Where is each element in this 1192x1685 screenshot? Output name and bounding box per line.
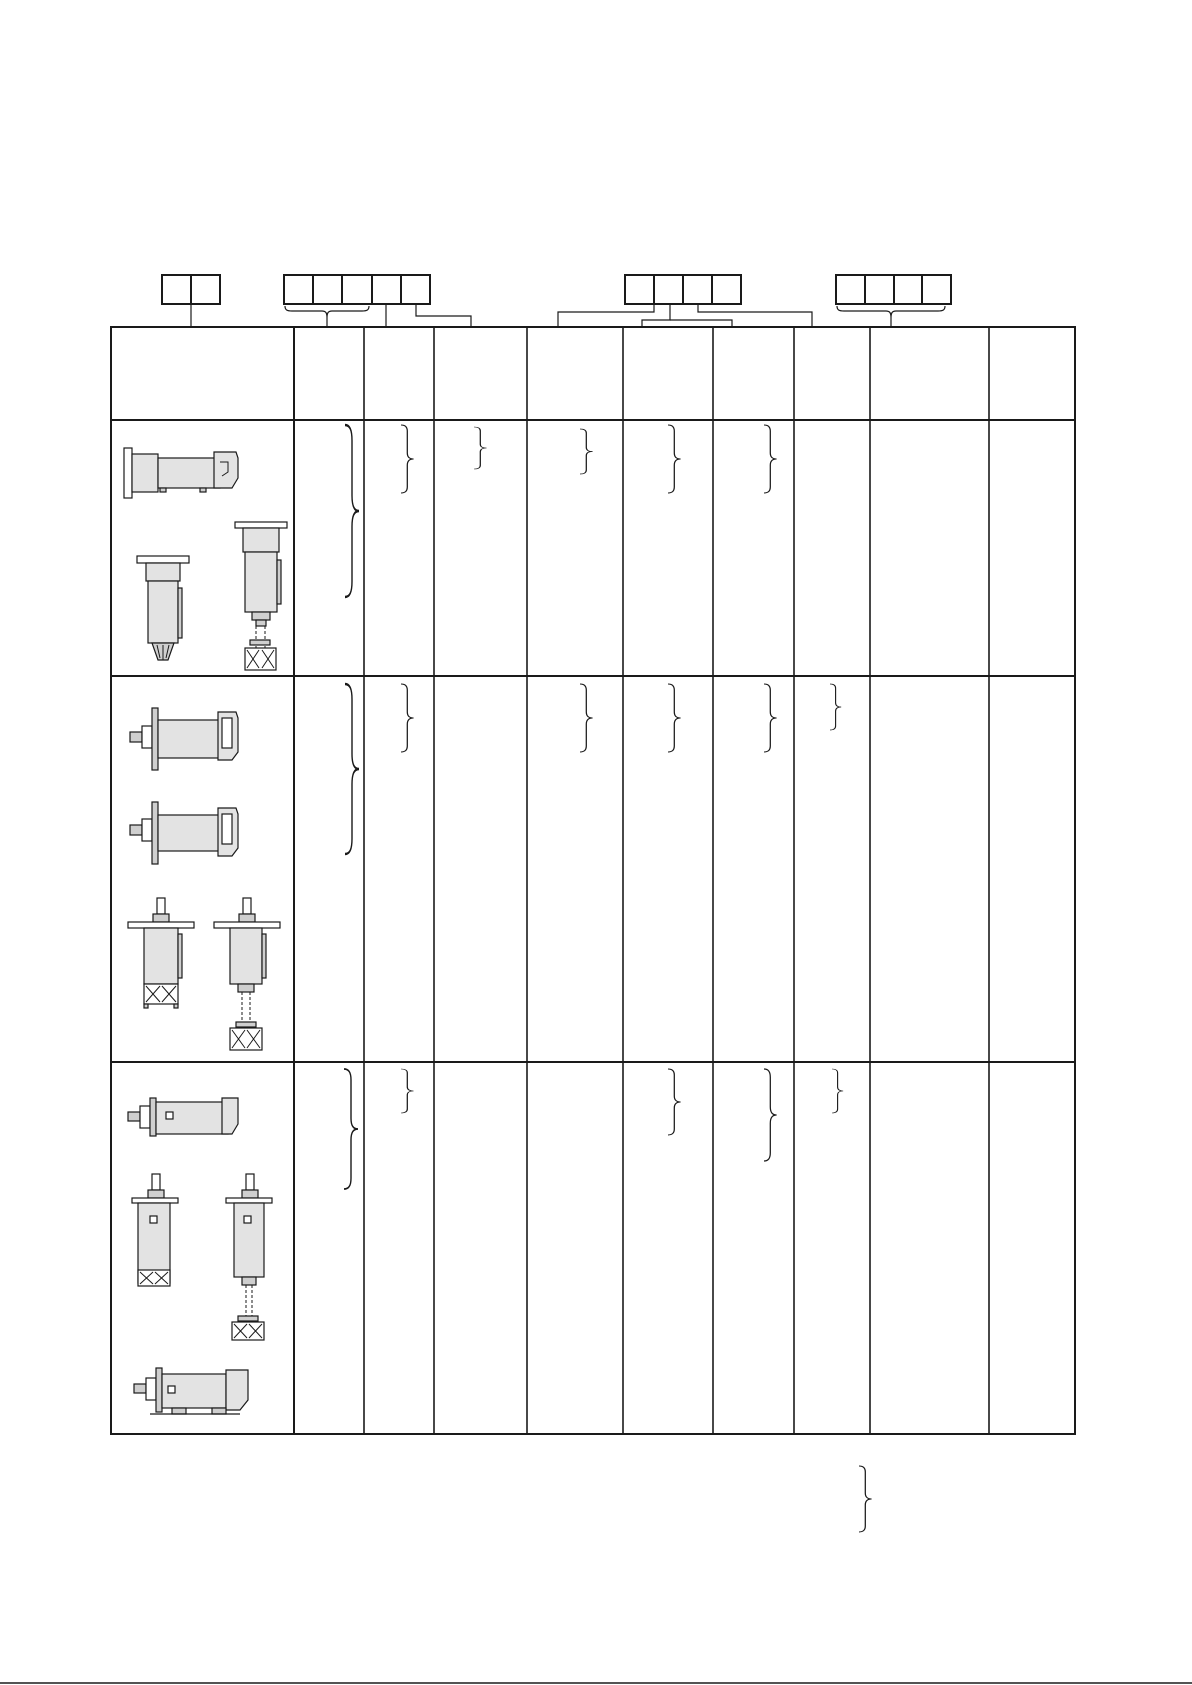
code-box-group-prefix (162, 275, 220, 304)
motor-illustration-foot-mounted-motor (134, 1368, 248, 1414)
motor-illustration-vertical-gear-head (137, 556, 189, 660)
motor-illustration-compact-motor (128, 1098, 238, 1136)
leader-lines (191, 304, 945, 326)
motor-illustration-vertical-flanged-b (214, 898, 280, 1050)
motor-illustration-shaft-motor-b (130, 802, 238, 864)
motor-illustration-horizontal-flange (124, 448, 238, 498)
code-box-group-series (284, 275, 430, 304)
motor-illustration-compact-vertical-a (132, 1174, 178, 1286)
motor-illustration-vertical-coupled (235, 522, 287, 670)
motor-illustration-vertical-flanged-a (128, 898, 194, 1008)
code-box-group-rating (625, 275, 741, 304)
code-box-group-option (836, 275, 951, 304)
table-braces (344, 425, 872, 1532)
motor-illustration-compact-vertical-b (226, 1174, 272, 1340)
motor-illustration-shaft-motor-a (130, 708, 238, 770)
